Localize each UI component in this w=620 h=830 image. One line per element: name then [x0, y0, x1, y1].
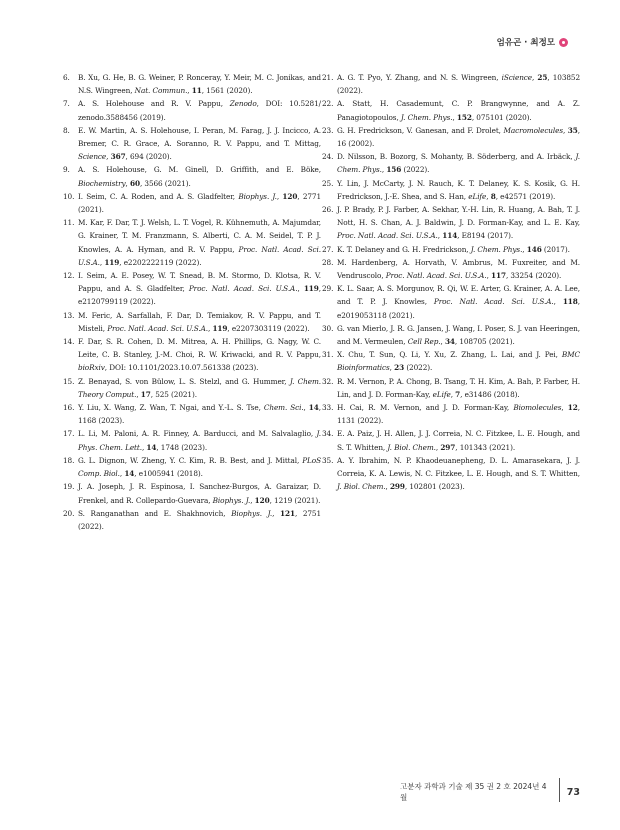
reference-authors: B. Xu, G. He, B. G. Weiner, P. Ronceray, Y. Meir, M. C. Jonikas, and N.S. Wingreen,: [78, 73, 321, 96]
reference-authors: Z. Benayad, S. von Bülow, L. S. Stelzl, and G. Hummer,: [78, 376, 290, 386]
reference-details: DOI: 10.1101/2023.10.07.561338 (2023).: [109, 363, 259, 373]
reference-number: 17.: [63, 429, 75, 439]
reference-number: 18.: [63, 455, 75, 465]
reference-authors: E. A. Paiz, J. H. Allen, J. J. Correia, N. C. Fitzkee, L. E. Hough, and S. T. Whitten,: [337, 429, 580, 452]
reference-details: , e42571 (2019).: [495, 191, 556, 201]
reference-number: 21.: [322, 73, 334, 82]
reference-separator: ,: [440, 337, 445, 347]
reference-volume: 146: [526, 244, 542, 254]
reference-volume: 152: [456, 112, 472, 122]
reference-separator: ,: [106, 152, 111, 162]
reference-item: [322, 150, 580, 176]
reference-details: , 2751 (2022).: [78, 508, 322, 531]
reference-separator: ,: [452, 112, 457, 122]
reference-details: , e2120799119 (2022).: [78, 284, 321, 307]
reference-number: 9.: [63, 165, 70, 175]
reference-item: [63, 124, 321, 164]
reference-journal: Proc. Natl. Acad. Sci. U.S.A.: [337, 231, 438, 241]
reference-separator: ,: [381, 165, 387, 175]
reference-item: [322, 203, 580, 243]
header-authors: 엄유곤 · 최정모: [496, 38, 555, 48]
reference-journal: J. Chem. Phys.: [470, 244, 523, 254]
reference-journal: Nat. Commun.: [134, 86, 188, 96]
reference-authors: G. L. Dignon, W. Zheng, Y. C. Kim, R. B. Best, and J. Mittal,: [78, 455, 303, 465]
reference-number: 8.: [63, 125, 70, 135]
reference-separator: ,: [99, 257, 105, 267]
reference-details: , 102801 (2023).: [404, 482, 465, 492]
reference-item: [322, 454, 580, 494]
reference-authors: F. Dar, S. R. Cohen, D. M. Mitrea, A. H. Phillips, G. Nagy, W. C. Leite, C. B. Stanley, J.-M. Choi, R. W. Kriwacki, and R. V. Pappu,: [78, 337, 321, 360]
reference-number: 32.: [322, 376, 334, 386]
reference-item: [322, 243, 580, 256]
reference-authors: I. Seim, C. A. Roden, and A. S. Gladfelter,: [78, 191, 239, 201]
reference-details: , 075101 (2020).: [471, 112, 532, 122]
reference-authors: I. Seim, A. E. Posey, W. T. Snead, B. M. Stormo, D. Klotsa, R. V. Pappu, and A. S. Gladfelter,: [78, 271, 321, 294]
reference-authors: Y. Liu, X. Wang, Z. Wan, T. Ngai, and Y.-L. S. Tse,: [78, 403, 264, 413]
reference-separator: ,: [297, 284, 304, 294]
reference-separator: ,: [553, 297, 563, 307]
reference-item: [63, 269, 321, 309]
reference-details: , 3566 (2021).: [139, 178, 191, 188]
reference-volume: 35: [567, 125, 578, 135]
reference-volume: 60: [130, 178, 140, 188]
reference-number: 29.: [322, 284, 334, 294]
reference-volume: 156: [386, 165, 402, 175]
reference-separator: ,: [272, 508, 280, 518]
reference-volume: 8: [490, 191, 496, 201]
reference-number: 30.: [322, 323, 334, 333]
reference-volume: 7: [455, 389, 461, 399]
reference-number: 27.: [322, 244, 334, 254]
reference-volume: 17: [140, 389, 151, 399]
reference-separator: ,: [119, 469, 125, 479]
reference-item: [63, 454, 321, 480]
reference-authors: G. H. Fredrickson, V. Ganesan, and F. Drolet,: [337, 125, 504, 135]
reference-number: 7.: [63, 99, 70, 109]
reference-details: , e31486 (2018).: [460, 389, 520, 399]
reference-item: [63, 427, 321, 453]
reference-separator: ,: [141, 442, 147, 452]
reference-volume: 119: [303, 284, 319, 294]
reference-volume: 14: [308, 403, 319, 413]
reference-volume: 25: [537, 73, 548, 82]
reference-details: , 1131 (2022).: [337, 403, 580, 426]
reference-details: , E8194 (2017).: [457, 231, 514, 241]
reference-volume: 23: [394, 363, 405, 373]
reference-details: , 1748 (2023).: [156, 442, 208, 452]
reference-item: [63, 480, 321, 506]
reference-number: 10.: [63, 191, 75, 201]
reference-authors: A. S. Holehouse and R. V. Pappu,: [78, 99, 230, 109]
reference-journal: Proc. Natl. Acad. Sci. U.S.A.: [78, 244, 321, 267]
reference-volume: 120: [254, 495, 270, 505]
reference-number: 12.: [63, 271, 75, 281]
reference-separator: ,: [522, 244, 527, 254]
reference-journal: J. Biol. Chem.: [387, 442, 436, 452]
reference-separator: ,: [389, 363, 395, 373]
reference-number: 22.: [322, 99, 334, 109]
reference-item: [63, 216, 321, 269]
reference-separator: ,: [532, 73, 538, 82]
reference-item: [63, 190, 321, 216]
reference-journal: Biophys. J.: [238, 191, 277, 201]
reference-authors: M. Kar, F. Dar, T. J. Welsh, L. T. Vogel, R. Kühnemuth, A. Majumdar, G. Krainer, T. M. Franzmann, S. Alberti, C. A. M. Seidel, T. P. J. Knowles, A. A. Hyman, and R. V. Pappu,: [78, 218, 321, 254]
reference-journal: Biophys. J.: [212, 495, 251, 505]
reference-item: [63, 163, 321, 189]
reference-authors: S. Ranganathan and E. Shakhnovich,: [78, 508, 232, 518]
reference-separator: ,: [303, 403, 309, 413]
reference-journal: J. Chem. Phys.: [337, 152, 580, 175]
reference-journal: J. Chem. Theory Comput.: [78, 376, 321, 399]
reference-number: 19.: [63, 482, 75, 492]
footer-journal-info: 고분자 과학과 기술 제 35 권 2 호 2024년 4월: [400, 782, 547, 802]
reference-separator: ,: [561, 403, 568, 413]
reference-details: , e1005941 (2018).: [134, 469, 203, 479]
reference-number: 14.: [63, 337, 75, 347]
reference-details: , e2207303119 (2022).: [227, 323, 310, 333]
reference-separator: ,: [187, 86, 192, 96]
reference-authors: K. L. Saar, A. S. Morgunov, R. Qi, W. E. Arter, G. Krainer, A. A. Lee, and T. P. J. Knowles,: [337, 284, 580, 307]
reference-separator: ,: [450, 389, 456, 399]
reference-authors: A. S. Holehouse, G. M. Ginell, D. Griffith, and E. Böke,: [78, 165, 321, 175]
running-header: [497, 36, 568, 48]
reference-item: [63, 71, 321, 97]
reference-item: [63, 401, 321, 427]
reference-volume: 114: [442, 231, 458, 241]
reference-item: [63, 375, 321, 401]
reference-number: 26.: [322, 205, 334, 215]
reference-authors: J. P. Brady, P. J. Farber, A. Sekhar, Y.-H. Lin, R. Huang, A. Bah, T. J. Nott, H. S. Chan, A. J. Baldwin, J. D. Forman-Kay, and L. E. Kay,: [337, 205, 580, 228]
reference-authors: G. van Mierlo, J. R. G. Jansen, J. Wang, I. Poser, S. J. van Heeringen, and M. Vermeulen,: [337, 323, 580, 347]
reference-volume: 14: [146, 442, 157, 452]
reference-journal: Biophys. J.: [231, 508, 273, 518]
reference-volume: 299: [389, 482, 405, 492]
reference-details: , 1561 (2020).: [201, 86, 253, 96]
reference-details: , 1168 (2023).: [78, 403, 321, 426]
reference-separator: ,: [256, 99, 266, 109]
reference-volume: 117: [491, 271, 506, 281]
reference-authors: K. T. Delaney and G. H. Fredrickson,: [337, 244, 471, 254]
reference-item: [322, 282, 580, 322]
reference-separator: ,: [385, 482, 390, 492]
reference-details: , 108705 (2021).: [454, 337, 515, 347]
reference-details: (2017).: [541, 244, 570, 254]
reference-details: , e2019053118 (2021).: [337, 297, 580, 320]
reference-separator: ,: [276, 191, 283, 201]
reference-number: 15.: [63, 376, 75, 386]
reference-details: , 1219 (2021).: [269, 495, 321, 505]
reference-journal: eLife: [468, 191, 487, 201]
reference-separator: ,: [136, 389, 141, 399]
reference-item: [322, 177, 580, 203]
reference-number: 20.: [63, 508, 75, 518]
reference-separator: ,: [435, 442, 441, 452]
reference-separator: ,: [437, 231, 443, 241]
reference-volume: 34: [444, 337, 455, 347]
reference-authors: M. Hardenberg, A. Horvath, V. Ambrus, M. Fuxreiter, and M. Vendruscolo,: [337, 257, 580, 281]
reference-journal: PLoS Comp. Biol.: [78, 455, 321, 479]
reference-journal: Zenodo: [229, 99, 257, 109]
reference-authors: Y. Lin, J. McCarty, J. N. Rauch, K. T. Delaney, K. S. Kosik, G. H. Fredrickson, J.-E. Shea, and S. Han,: [337, 178, 580, 201]
reference-number: 24.: [322, 152, 334, 162]
reference-item: [322, 375, 580, 401]
reference-authors: D. Nilsson, B. Bozorg, S. Mohanty, B. Söderberg, and A. Irbäck,: [337, 152, 576, 162]
reference-volume: 11: [191, 86, 202, 96]
reference-details: , 103852 (2022).: [337, 73, 580, 96]
footer-divider: [559, 778, 560, 802]
reference-number: 23.: [322, 125, 334, 135]
reference-item: [322, 124, 580, 150]
reference-volume: 118: [562, 297, 578, 307]
reference-item: [322, 71, 580, 97]
reference-details: (2022).: [401, 165, 430, 175]
references-right-column: [322, 71, 580, 494]
reference-details: , 101343 (2021).: [455, 442, 516, 452]
reference-journal: J. Biol. Chem.: [337, 482, 386, 492]
reference-journal: Proc. Natl. Acad. Sci. U.S.A.: [107, 323, 208, 333]
reference-authors: H. Cai, R. M. Vernon, and J. D. Forman-Kay,: [337, 403, 514, 413]
reference-details: , 16 (2002).: [337, 125, 580, 149]
reference-volume: 12: [567, 403, 578, 413]
reference-number: 31.: [322, 350, 334, 360]
reference-journal: bioRxiv: [78, 363, 105, 373]
page-footer: [400, 780, 580, 804]
reference-item: [322, 256, 580, 282]
reference-journal: eLife: [432, 389, 451, 399]
reference-separator: ,: [563, 125, 568, 135]
reference-authors: R. M. Vernon, P. A. Chong, B. Tsang, T. H. Kim, A. Bah, P. Farber, H. Lin, and J. D. Forman-Kay,: [337, 376, 580, 399]
reference-details: DOI: 10.5281/ zenodo.3588456 (2019).: [78, 99, 321, 122]
reference-authors: A. Statt, H. Casademunt, C. P. Brangwynne, and A. Z. Panagiotopoulos,: [337, 99, 580, 122]
reference-number: 33.: [322, 403, 334, 413]
reference-item: [63, 335, 321, 375]
reference-authors: L. Li, M. Paloni, A. R. Finney, A. Barducci, and M. Salvalaglio,: [78, 429, 317, 439]
reference-item: [63, 97, 321, 123]
reference-volume: 121: [280, 508, 295, 518]
reference-volume: 14: [124, 469, 135, 479]
reference-journal: J. Phys. Chem. Lett.: [78, 429, 321, 452]
reference-journal: Proc. Natl. Acad. Sci. U.S.A.: [433, 297, 554, 307]
reference-number: 34.: [322, 429, 334, 439]
reference-item: [63, 309, 321, 335]
reference-volume: 367: [110, 152, 126, 162]
reference-authors: A. G. T. Pyo, Y. Zhang, and N. S. Wingreen,: [337, 73, 502, 82]
reference-journal: Macromolecules: [503, 125, 564, 135]
reference-item: [63, 507, 321, 533]
reference-separator: ,: [104, 363, 110, 373]
reference-number: 35.: [322, 455, 334, 465]
reference-journal: Science: [78, 152, 107, 162]
reference-number: 6.: [63, 73, 70, 82]
reference-journal: Biomolecules: [513, 403, 562, 413]
reference-item: [322, 401, 580, 427]
reference-volume: 297: [440, 442, 456, 452]
reference-separator: ,: [125, 178, 130, 188]
reference-details: , e2202222119 (2022).: [119, 257, 202, 267]
reference-details: , 2771 (2021).: [78, 191, 322, 215]
reference-details: (2022).: [404, 363, 433, 373]
reference-separator: ,: [486, 271, 492, 281]
reference-journal: Proc. Natl. Acad. Sci. U.S.A.: [385, 271, 487, 281]
reference-authors: J. A. Joseph, J. R. Espinosa, I. Sanchez-Burgos, A. Garaizar, D. Frenkel, and R. Collepardo-Guevara,: [78, 482, 321, 505]
reference-volume: 119: [104, 257, 120, 267]
reference-authors: X. Chu, T. Sun, Q. Li, Y. Xu, Z. Zhang, L. Lai, and J. Pei,: [337, 350, 562, 360]
reference-journal: Biochemistry: [78, 178, 126, 188]
reference-journal: Cell Rep.: [407, 337, 441, 347]
reference-journal: Proc. Natl. Acad. Sci. U.S.A.: [188, 284, 298, 294]
reference-number: 28.: [322, 257, 334, 267]
reference-number: 13.: [63, 310, 75, 320]
reference-authors: A. Y. Ibrahim, N. P. Khaodeuanepheng, D. L. Amarasekara, J. J. Correia, K. A. Lewis, N. C. Fitzkee, L. E. Hough, and S. T. Whitten,: [337, 455, 580, 479]
reference-journal: J. Chem. Phys.: [400, 112, 453, 122]
reference-number: 16.: [63, 403, 75, 413]
flower-bullet-icon: [559, 38, 568, 47]
reference-separator: ,: [208, 323, 213, 333]
reference-separator: ,: [486, 191, 491, 201]
reference-details: , 525 (2021).: [150, 389, 197, 399]
page-number: 73: [566, 786, 580, 798]
reference-separator: ,: [250, 495, 255, 505]
reference-item: [322, 322, 580, 348]
reference-journal: BMC Bioinformatics: [337, 350, 580, 373]
reference-authors: E. W. Martin, A. S. Holehouse, I. Peran, M. Farag, J. J. Incicco, A. Bremer, C. R. Grace, A. Soranno, R. V. Pappu, and T. Mittag,: [78, 125, 321, 149]
reference-item: [322, 427, 580, 453]
reference-journal: Chem. Sci.: [263, 403, 304, 413]
reference-details: , 33254 (2020).: [505, 271, 562, 281]
reference-details: , 694 (2020).: [125, 152, 172, 162]
reference-volume: 120: [282, 191, 298, 201]
reference-item: [322, 97, 580, 123]
reference-item: [322, 348, 580, 374]
reference-number: 11.: [63, 218, 75, 228]
references-left-column: [63, 71, 321, 533]
reference-journal: iScience: [501, 73, 533, 82]
reference-authors: M. Feric, A. Sarfallah, F. Dar, D. Temiakov, R. V. Pappu, and T. Misteli,: [78, 310, 321, 333]
reference-volume: 119: [212, 323, 228, 333]
reference-number: 25.: [322, 178, 334, 188]
